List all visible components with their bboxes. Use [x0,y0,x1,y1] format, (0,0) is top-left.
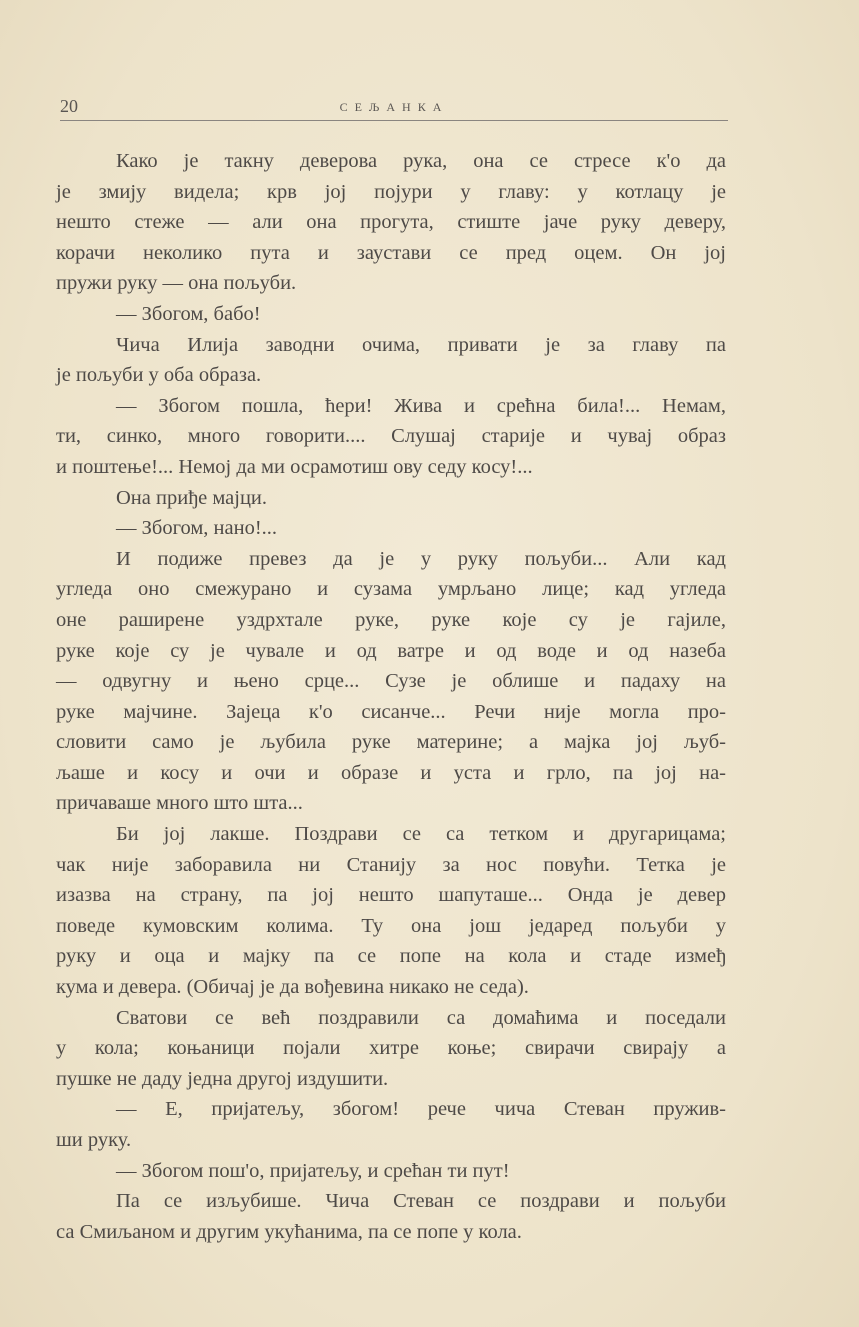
text-line: пружи руку — она пољуби. [56,272,297,295]
text-line: чак није заборавила ни Станију за нос повући. Тетка је [56,853,726,876]
text-line: поведе кумовским колима. Ту она још једаред пољуби у [56,914,726,937]
text-line: и поштење!... Немој да ми осрамотиш ову седу косу!... [56,455,533,478]
text-line: ти, синко, много говорити.... Слушај старије и чувај образ [56,425,726,448]
text-line: руке мајчине. Зајеца к'о сисанче... Речи није могла про- [56,700,726,723]
text-line: — Збогом, нано!... [116,517,278,540]
text-line: — Збогом пош'о, пријатељу, и срећан ти пут! [116,1159,510,1182]
text-line: руке које су је чувале и од ватре и од воде и од назеба [56,639,726,662]
paragraph [56,819,726,1003]
text-line: словити само је љубила руке материне; а мајка јој љуб- [56,731,726,754]
running-title: СЕЉАНКА [339,100,449,114]
text-line: Како је такну деверова рука, она се стресе к'о да [116,150,726,172]
text-line: са Смиљаном и другим укућанима, па се попе у кола. [56,1220,522,1243]
text-line: И подиже превез да је у руку пољуби... Али кад [116,547,726,570]
text-line: Би јој лакше. Поздрави се са тетком и другарицама; [116,823,726,846]
text-line: руку и оца и мајку па се попе на кола и стаде измеђ [56,945,726,968]
text-line: причаваше много што шта... [56,792,303,815]
paragraph [56,330,726,391]
text-line: Она приђе мајци. [116,486,268,509]
text-line: оне раширене уздрхтале руке, руке које су је гајиле, [56,608,726,631]
text-line: — Збогом пошла, ћери! Жива и срећна била!... Немам, [116,394,726,417]
text-line: нешто стеже — али она прогута, стиште јаче руку деверу, [56,211,726,234]
paragraph [56,513,726,544]
paragraph [56,1094,726,1155]
text-line: ши руку. [56,1129,132,1151]
text-line: — Збогом, бабо! [116,302,261,325]
paragraph [56,483,726,514]
text-line: пушке не даду једна другој издушити. [56,1067,389,1090]
text-line: кума и девера. (Обичај је да вођевина никако не седа). [56,976,529,999]
text-line: угледа оно смежурано и сузама умрљано лице; кад угледа [56,578,726,601]
text-line: Па се изљубише. Чича Стеван се поздрави и пољуби [116,1190,726,1213]
text-line: — одвугну и њено срце... Сузе је облише и падаху на [56,670,726,693]
paragraph [56,544,726,819]
text-line: — Е, пријатељу, збогом! рече чича Стеван пружив- [116,1098,726,1121]
text-line: љаше и косу и очи и образе и уста и грло, па јој на- [56,761,726,784]
text-line: Чича Илија заводни очима, привати је за главу па [116,333,726,356]
text-line: је пољуби у оба образа. [56,364,262,387]
paragraph [56,1003,726,1095]
text-line: изазва на страну, па јој нешто шапуташе... Онда је девер [56,884,726,907]
page-number: 20 [60,96,78,116]
paragraph [56,1156,726,1187]
text-line: корачи неколико пута и заустави се пред оцем. Он јој [56,241,726,264]
body-text [56,146,726,1247]
paragraph [56,299,726,330]
paragraph [56,391,726,483]
page-header [60,96,728,121]
text-line: Сватови се већ поздравили са домаћима и поседали [116,1006,726,1029]
text-line: је змију видела; крв јој појури у главу: у котлацу је [56,180,726,203]
paragraph [56,146,726,299]
text-line: у кола; коњаници појали хитре коње; свирачи свирају а [56,1037,726,1060]
paragraph [56,1186,726,1247]
